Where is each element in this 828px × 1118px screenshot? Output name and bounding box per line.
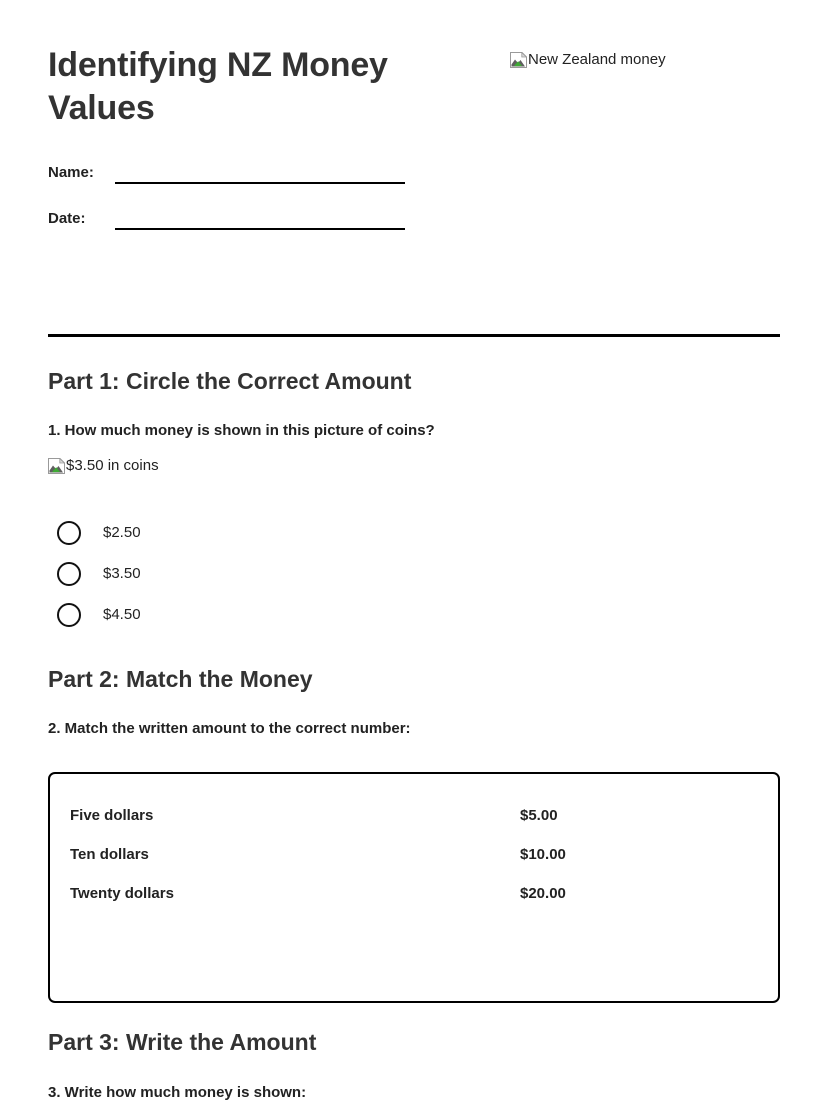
circle-icon[interactable] [57, 562, 81, 586]
part1-heading: Part 1: Circle the Correct Amount [48, 368, 412, 394]
part3-heading: Part 3: Write the Amount [48, 1029, 317, 1055]
match-value: $5.00 [520, 807, 558, 824]
match-term: Five dollars [70, 807, 154, 824]
option-row[interactable] [48, 553, 780, 594]
part1-image-placeholder [48, 456, 780, 476]
match-value: $20.00 [520, 885, 566, 902]
match-term: Ten dollars [70, 846, 149, 863]
option-row[interactable] [48, 512, 780, 553]
part1-question: 1. How much money is shown in this picture of coins? [48, 422, 435, 439]
date-field-input[interactable] [115, 206, 405, 230]
option-label: $2.50 [103, 523, 141, 541]
option-row[interactable] [48, 594, 780, 635]
part1-image-alt-text: $3.50 in coins [66, 457, 159, 474]
header-image-alt-text: New Zealand money [528, 51, 666, 68]
name-field-input[interactable] [115, 160, 405, 184]
matching-box [48, 772, 780, 1003]
option-label: $3.50 [103, 564, 141, 582]
match-term: Twenty dollars [70, 885, 174, 902]
name-field-label: Name: [48, 164, 94, 181]
date-field-label: Date: [48, 210, 86, 227]
header-image-placeholder [510, 50, 666, 70]
match-value: $10.00 [520, 846, 566, 863]
broken-image-icon [510, 52, 527, 68]
match-row[interactable] [70, 885, 758, 924]
date-field-row [48, 200, 780, 230]
header [48, 0, 780, 130]
part2-question: 2. Match the written amount to the correct number: [48, 720, 411, 737]
match-row[interactable] [70, 846, 758, 885]
match-row[interactable] [70, 807, 758, 846]
page-title: Identifying NZ Money Values [48, 46, 388, 127]
part2-heading: Part 2: Match the Money [48, 666, 313, 692]
circle-icon[interactable] [57, 521, 81, 545]
student-fields [48, 154, 780, 230]
circle-icon[interactable] [57, 603, 81, 627]
part3-question: 3. Write how much money is shown: [48, 1084, 307, 1101]
name-field-row [48, 154, 780, 184]
option-label: $4.50 [103, 605, 141, 623]
part1-options [48, 512, 780, 635]
broken-image-icon [48, 458, 65, 474]
